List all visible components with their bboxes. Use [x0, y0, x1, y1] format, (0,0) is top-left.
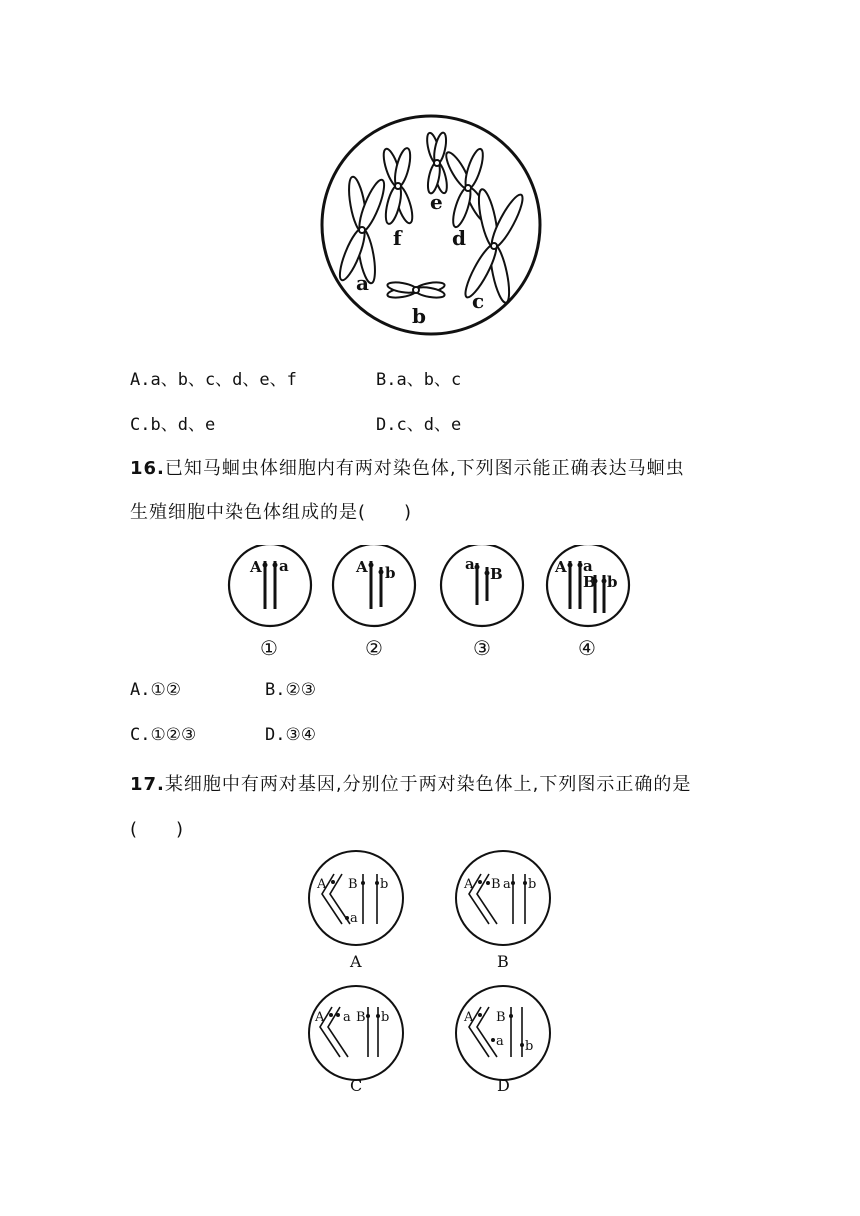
label-b: b: [412, 304, 426, 328]
label-d: d: [452, 226, 466, 250]
chromosome-a: [335, 176, 388, 285]
q16-caption-1: ①: [260, 636, 278, 660]
svg-text:A: A: [555, 558, 567, 576]
q15-option-c[interactable]: C.b、d、e: [130, 415, 216, 435]
chromosome-b: [387, 281, 446, 300]
q16-figure-1: [249, 557, 289, 609]
svg-text:A: A: [356, 558, 368, 576]
q15-option-d[interactable]: D.c、d、e: [376, 415, 462, 435]
svg-text:a: a: [583, 557, 593, 575]
q16-option-c[interactable]: C.①②③: [130, 725, 197, 745]
q17-caption-b: B: [497, 952, 509, 971]
q17-stem-line1: 17.某细胞中有两对基因,分别位于两对染色体上,下列图示正确的是: [130, 774, 692, 795]
svg-text:B: B: [583, 573, 596, 591]
svg-text:b: b: [385, 564, 396, 582]
q16-caption-2: ②: [365, 636, 383, 660]
q17-figure-d: [463, 1007, 533, 1095]
label-a: a: [356, 271, 369, 295]
q16-caption-4: ④: [578, 636, 596, 660]
svg-text:A: A: [250, 558, 262, 576]
q16-caption-3: ③: [473, 636, 491, 660]
q17-caption-d: D: [497, 1076, 510, 1095]
q16-stem-line1: 16.已知马蛔虫体细胞内有两对染色体,下列图示能正确表达马蛔虫: [130, 458, 685, 479]
q16-option-b[interactable]: B.②③: [265, 680, 316, 700]
label-f: f: [393, 226, 402, 250]
svg-text:B: B: [496, 1010, 506, 1025]
svg-text:b: b: [525, 1039, 534, 1054]
chromosome-f: [380, 147, 416, 226]
q16-stem-line2: 生殖细胞中染色体组成的是( ): [130, 502, 413, 523]
svg-text:B: B: [491, 877, 501, 892]
svg-text:A: A: [464, 877, 474, 892]
q16-option-d[interactable]: D.③④: [265, 725, 316, 745]
q17-figure-b: [463, 874, 536, 971]
q17-caption-c: C: [350, 1076, 363, 1095]
label-c: c: [472, 289, 485, 313]
q17-figure-a: [316, 874, 388, 971]
svg-text:B: B: [348, 877, 358, 892]
q15-option-b[interactable]: B.a、b、c: [376, 370, 462, 390]
svg-text:a: a: [350, 911, 358, 926]
q16-figure-3: [465, 555, 503, 605]
svg-text:a: a: [496, 1034, 504, 1049]
q16-option-a[interactable]: A.①②: [130, 680, 181, 700]
svg-text:A: A: [464, 1010, 474, 1025]
q17-number: 17.: [130, 774, 165, 795]
q16-figure-2: [355, 558, 396, 609]
q16-number: 16.: [130, 458, 165, 479]
svg-text:B: B: [490, 565, 503, 583]
label-e: e: [430, 190, 443, 214]
q17-caption-a: A: [350, 952, 362, 971]
q15-cell-figure: [318, 112, 544, 338]
svg-text:b: b: [381, 1010, 390, 1025]
q17-stem-line2: ( ): [130, 819, 185, 840]
chromosome-e: [425, 132, 450, 195]
q15-option-a[interactable]: A.a、b、c、d、e、f: [130, 370, 297, 390]
svg-text:a: a: [279, 557, 289, 575]
svg-text:A: A: [315, 1010, 325, 1025]
svg-text:B: B: [356, 1010, 366, 1025]
svg-text:b: b: [607, 573, 618, 591]
svg-text:b: b: [380, 877, 389, 892]
q17-figures: [300, 850, 560, 1100]
svg-text:a: a: [465, 555, 475, 573]
svg-text:A: A: [317, 877, 327, 892]
q16-figure-4: [554, 557, 618, 613]
q17-figure-c: [314, 1007, 389, 1095]
svg-text:a: a: [503, 877, 511, 892]
svg-text:b: b: [528, 877, 537, 892]
q16-figures: [222, 545, 642, 665]
svg-text:a: a: [343, 1010, 351, 1025]
